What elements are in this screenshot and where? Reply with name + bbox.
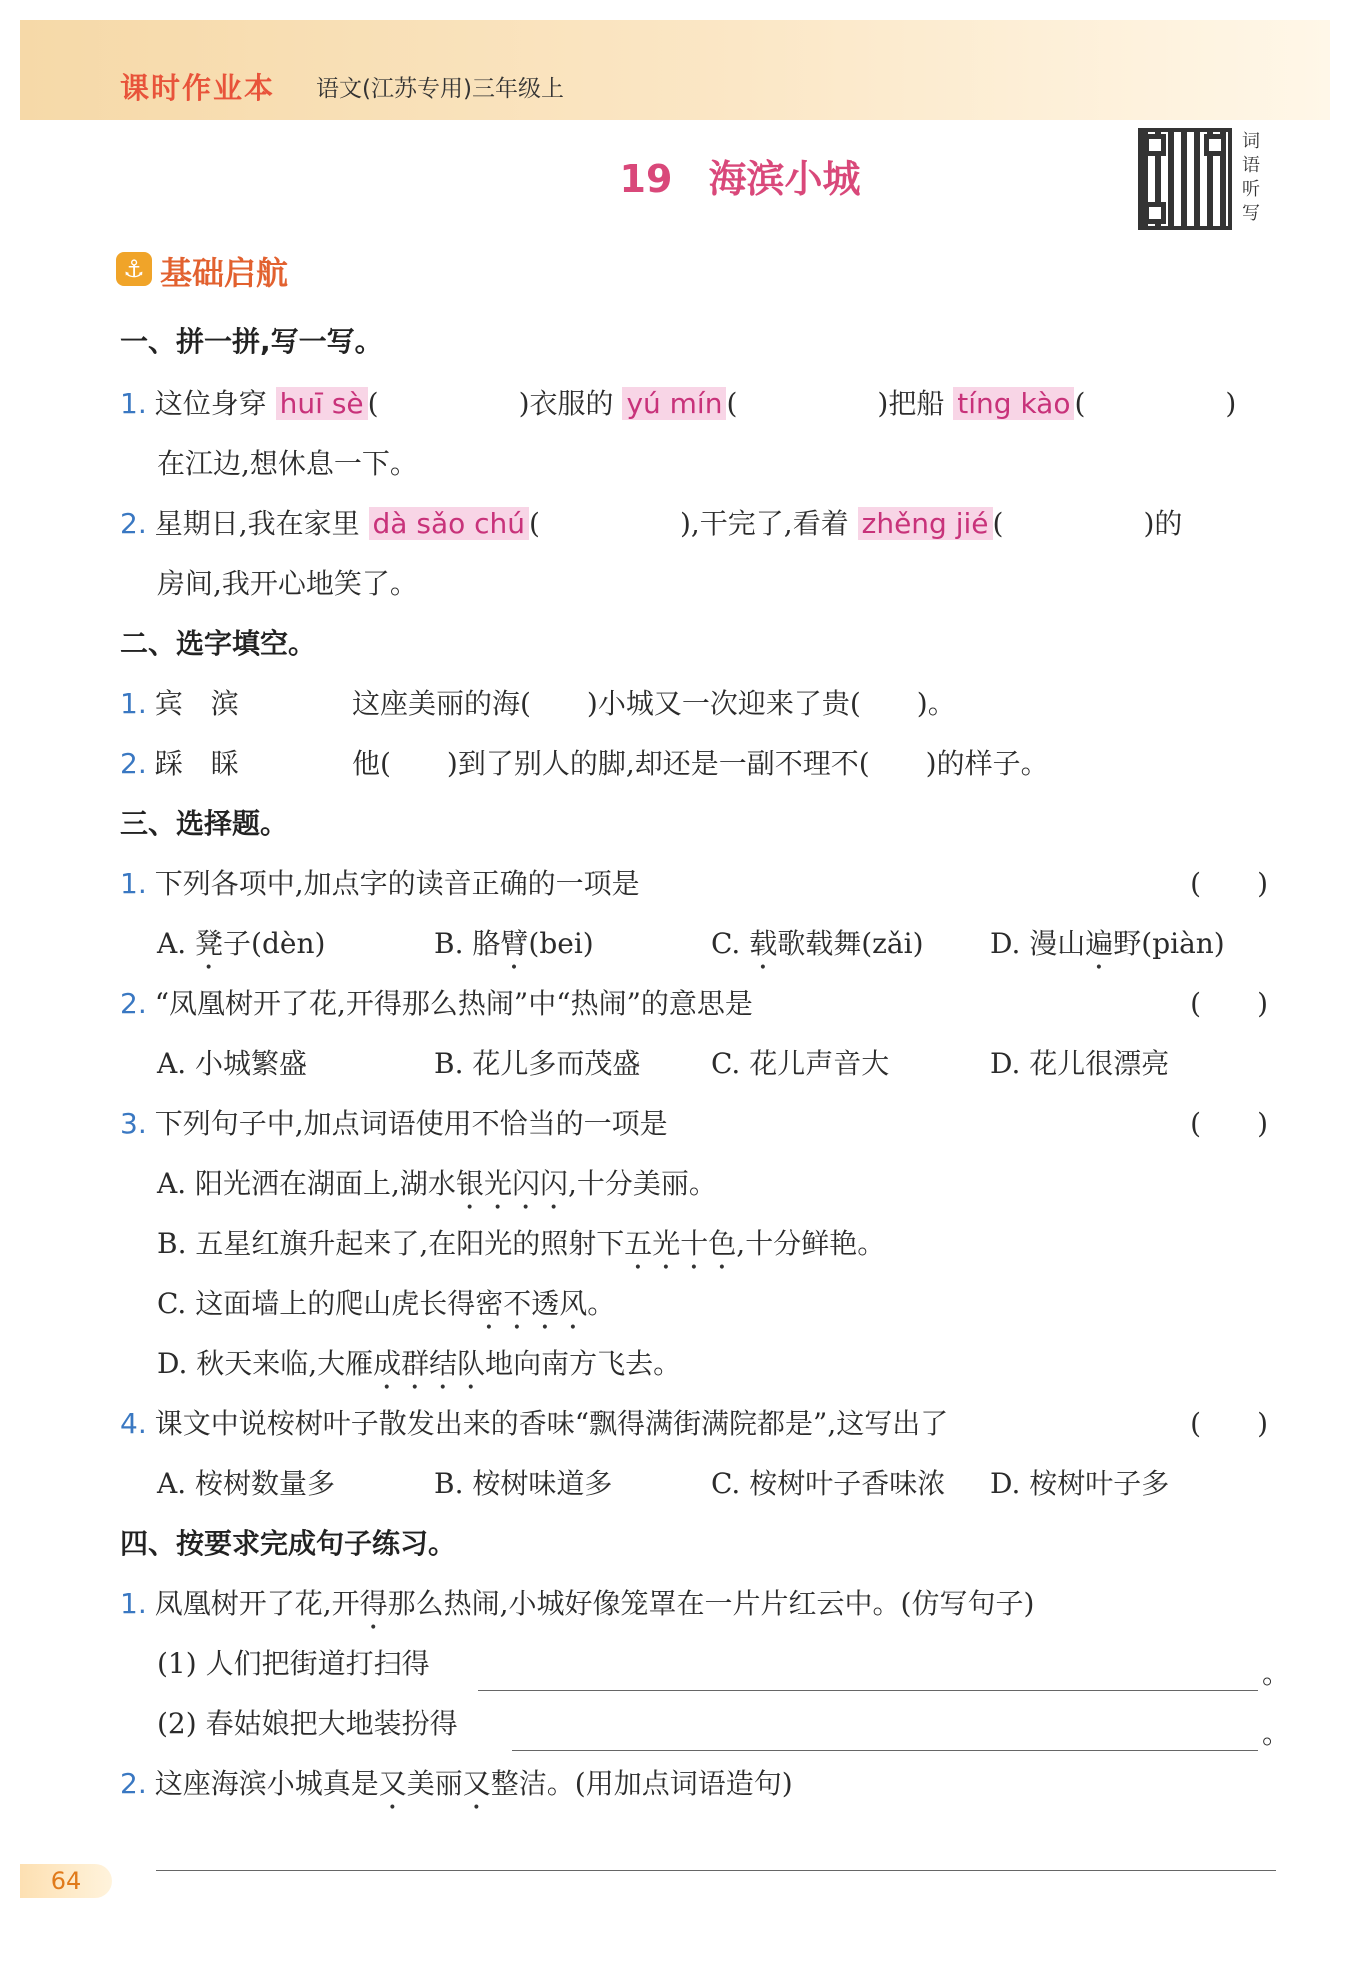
option-d[interactable] — [157, 1342, 681, 1396]
section-title: 基础启航 — [160, 254, 289, 292]
text: ,十分鲜艳。 — [736, 1227, 886, 1260]
q3-heading: 三、选择题。 — [120, 807, 289, 840]
text: 。 — [587, 1287, 616, 1320]
text: A. — [157, 927, 196, 960]
option-b[interactable] — [157, 1222, 885, 1276]
text: 星期日,我在家里 — [154, 507, 360, 540]
q4-sub-1: (1) 人们把街道打扫得 — [157, 1647, 430, 1680]
text: 把船 — [888, 387, 945, 420]
text: ,十分美丽。 — [567, 1167, 717, 1200]
qr-label: 词语听写 — [1242, 131, 1260, 224]
text: B. 五星红旗升起来了,在阳光的照射下 — [157, 1227, 625, 1260]
text: 野(piàn) — [1113, 927, 1225, 960]
option-d[interactable] — [990, 922, 1225, 976]
dotted-char: 凳 — [195, 927, 224, 960]
q1-item-2: 2. 星期日,我在家里 dà sǎo chú ( ),干完了,看着 zhěng jié ( )的 — [120, 507, 1183, 540]
item-number: 1. — [120, 1587, 147, 1620]
dotted-char: 又 — [378, 1767, 407, 1800]
text: 那么热闹,小城好像笼罩在一片片红云中。(仿写句子) — [387, 1587, 1035, 1620]
q2-item-1 — [120, 682, 239, 722]
q2-heading: 二、选字填空。 — [120, 627, 317, 660]
text: 这座海滨小城真是 — [154, 1767, 379, 1800]
q2-item-2 — [120, 742, 239, 782]
item-number: 1. — [120, 687, 147, 720]
pinyin: huī sè — [276, 387, 368, 420]
pinyin: dà sǎo chú — [369, 507, 530, 540]
answer-line[interactable] — [156, 1870, 1276, 1871]
text: C. 这面墙上的爬山虎长得 — [157, 1287, 476, 1320]
text: (bei) — [528, 927, 594, 960]
char-choices: 宾 滨 — [154, 687, 239, 720]
period: 。 — [1262, 1717, 1291, 1750]
text: 的 — [1154, 507, 1183, 540]
option-d[interactable]: D. 桉树叶子多 — [990, 1467, 1170, 1500]
item-number: 4. — [120, 1407, 147, 1440]
option-d[interactable]: D. 花儿很漂亮 — [990, 1047, 1170, 1080]
text: 整洁。(用加点词语造句) — [490, 1767, 793, 1800]
dotted-char: 臂 — [500, 927, 529, 960]
text: 美丽 — [406, 1767, 463, 1800]
question-text: 课文中说桉树叶子散发出来的香味“飘得满街满院都是”,这写出了 — [154, 1407, 949, 1440]
pinyin: tíng kào — [953, 387, 1074, 420]
question-text: “凤凰树开了花,开得那么热闹”中“热闹”的意思是 — [154, 987, 753, 1020]
item-number: 2. — [120, 747, 147, 780]
q1-heading: 一、拼一拼,写一写。 — [120, 325, 383, 358]
item-number: 3. — [120, 1107, 147, 1140]
q4-sub-2: (2) 春姑娘把大地装扮得 — [157, 1707, 458, 1740]
char-choices: 踩 睬 — [154, 747, 239, 780]
option-c[interactable]: C. 花儿声音大 — [711, 1047, 890, 1080]
option-b[interactable]: B. 桉树味道多 — [434, 1467, 613, 1500]
text: D. 秋天来临,大雁 — [157, 1347, 374, 1380]
option-c[interactable]: C. 桉树叶子香味浓 — [711, 1467, 946, 1500]
text: 衣服的 — [529, 387, 614, 420]
option-b[interactable]: B. 花儿多而茂盛 — [434, 1047, 641, 1080]
answer-line[interactable] — [512, 1750, 1258, 1751]
q3-item-3 — [120, 1102, 668, 1142]
item-number: 2. — [120, 507, 147, 540]
q1-item-2-cont: 房间,我开心地笑了。 — [157, 567, 418, 600]
item-number: 1. — [120, 867, 147, 900]
answer-paren[interactable]: ( ) — [1190, 1407, 1268, 1440]
option-c[interactable] — [711, 922, 924, 976]
text: 这位身穿 — [154, 387, 267, 420]
q3-item-2 — [120, 982, 753, 1022]
subject-label: 语文(江苏专用)三年级上 — [316, 76, 564, 102]
item-number: 2. — [120, 987, 147, 1020]
item-number: 1. — [120, 387, 147, 420]
answer-paren[interactable]: ( ) — [1190, 867, 1268, 900]
text: 子(dèn) — [223, 927, 326, 960]
dotted-phrase: 成群结队 — [373, 1347, 486, 1380]
dotted-phrase: 银光闪闪 — [455, 1167, 568, 1200]
q3-item-1 — [120, 862, 640, 902]
qr-code-icon[interactable] — [1138, 128, 1232, 230]
option-a[interactable] — [157, 922, 325, 976]
item-number: 2. — [120, 1767, 147, 1800]
q1-item-1-cont: 在江边,想休息一下。 — [157, 447, 418, 480]
text: C. — [711, 927, 750, 960]
q4-item-2 — [120, 1762, 793, 1816]
dotted-char: 载 — [749, 927, 778, 960]
text: 歌载舞(zǎi) — [777, 927, 924, 960]
qr-corner — [1144, 202, 1166, 224]
q1-item-1: 1. 这位身穿 huī sè ( )衣服的 yú mín ( )把船 tíng kào ( ) — [120, 387, 1237, 420]
pinyin: yú mín — [622, 387, 726, 420]
text: A. 阳光洒在湖面上,湖水 — [157, 1167, 456, 1200]
page-number: 64 — [20, 1864, 112, 1898]
dotted-char: 遍 — [1085, 927, 1114, 960]
text: ,干完了,看着 — [690, 507, 849, 540]
qr-corner — [1144, 134, 1166, 156]
answer-line[interactable] — [478, 1690, 1258, 1691]
brand-title: 课时作业本 — [120, 71, 276, 105]
anchor-icon: ⚓ — [116, 252, 152, 286]
dotted-phrase: 密不透风 — [475, 1287, 588, 1320]
question-text: 下列句子中,加点词语使用不恰当的一项是 — [154, 1107, 668, 1140]
text: 凤凰树开了花,开 — [154, 1587, 360, 1620]
dotted-char: 又 — [462, 1767, 491, 1800]
option-a[interactable]: A. 小城繁盛 — [157, 1047, 308, 1080]
option-a[interactable] — [157, 1162, 717, 1216]
option-a[interactable]: A. 桉树数量多 — [157, 1467, 336, 1500]
lesson-number: 19 — [619, 157, 673, 201]
qr-corner — [1204, 134, 1226, 156]
text: D. 漫山 — [990, 927, 1086, 960]
option-c[interactable] — [157, 1282, 615, 1336]
lesson-name: 海滨小城 — [708, 157, 861, 201]
q2-item-1-text[interactable]: 这座美丽的海( )小城又一次迎来了贵( )。 — [352, 687, 956, 720]
option-b[interactable] — [434, 922, 594, 976]
dotted-char: 得 — [359, 1587, 388, 1620]
q4-heading: 四、按要求完成句子练习。 — [120, 1527, 457, 1560]
period: 。 — [1262, 1657, 1291, 1690]
question-text: 下列各项中,加点字的读音正确的一项是 — [154, 867, 640, 900]
pinyin: zhěng jié — [858, 507, 993, 540]
text: B. 胳 — [434, 927, 501, 960]
q3-item-4 — [120, 1402, 948, 1442]
answer-paren[interactable]: ( ) — [1190, 987, 1268, 1020]
answer-paren[interactable]: ( ) — [1190, 1107, 1268, 1140]
text: 地向南方飞去。 — [485, 1347, 682, 1380]
q2-item-2-text[interactable]: 他( )到了别人的脚,却还是一副不理不( )的样子。 — [352, 747, 1049, 780]
dotted-phrase: 五光十色 — [624, 1227, 737, 1260]
q4-item-1 — [120, 1582, 1034, 1636]
